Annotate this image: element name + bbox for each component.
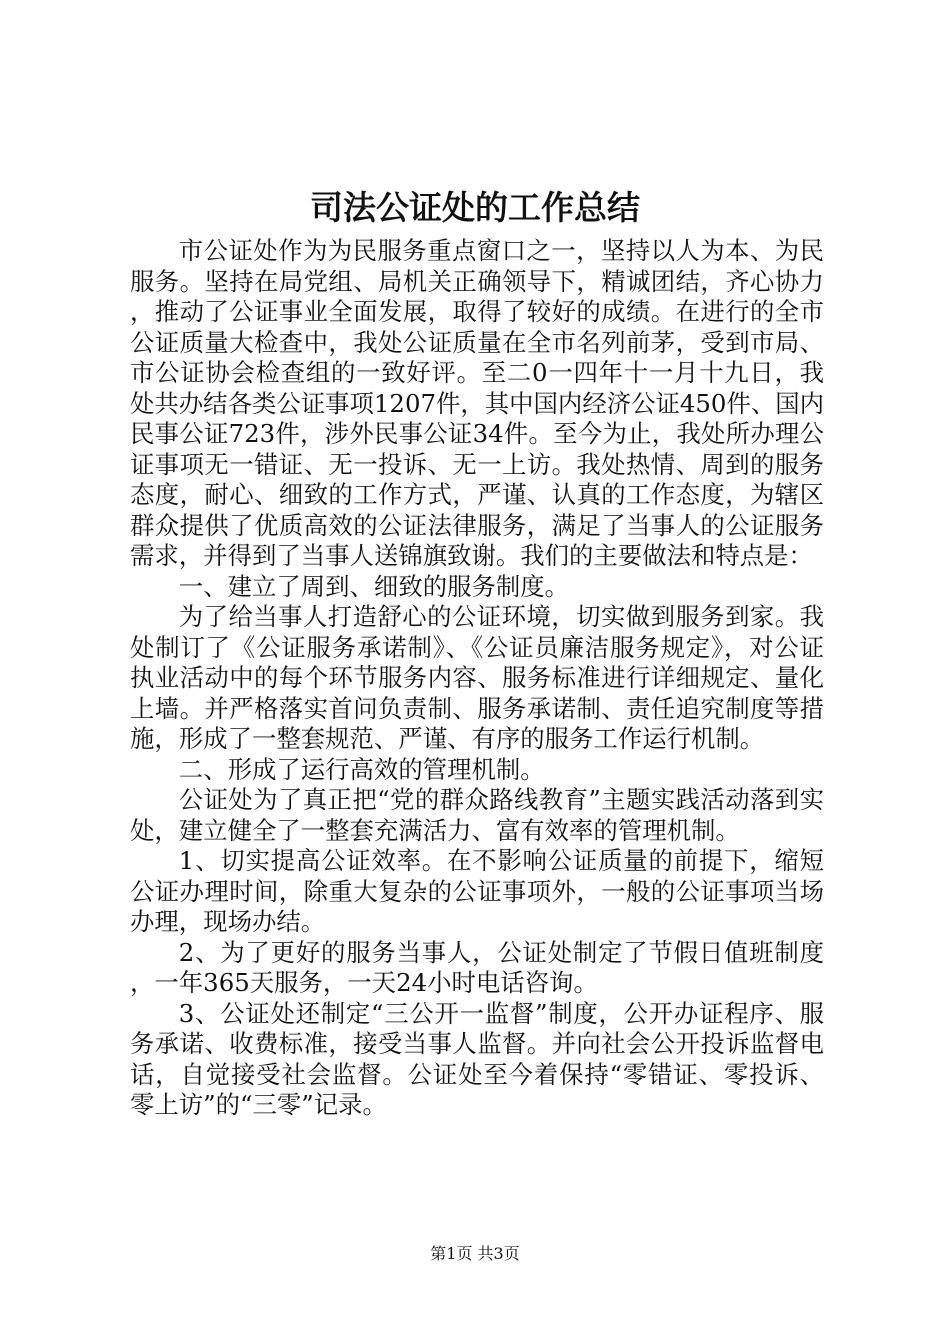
list-item-2: 2、为了更好的服务当事人，公证处制定了节假日值班制度，一年365天服务，一天24小时电话咨询。	[130, 937, 824, 997]
section-heading-1: 一、建立了周到、细致的服务制度。	[178, 571, 570, 601]
list-item-3: 3、公证处还制定“三公开一监督”制度，公开办证程序、服务承诺、收费标准，接受当事人监督。并向社会公开投诉监督电话，自觉接受社会监督。公证处至今着保持“零错证、零投诉、零上访”的“三零”记录。	[130, 998, 824, 1119]
paragraph-management: 公证处为了真正把“党的群众路线教育”主题实践活动落到实处，建立健全了一整套充满活力、富有效率的管理机制。	[130, 785, 824, 845]
page-footer: 第1页 共3页	[430, 1244, 520, 1263]
list-item-1: 1、切实提高公证效率。在不影响公证质量的前提下，缩短公证办理时间，除重大复杂的公证事项外，一般的公证事项当场办理，现场办结。	[130, 846, 824, 936]
document-title: 司法公证处的工作总结	[310, 188, 640, 227]
paragraph-service-system: 为了给当事人打造舒心的公证环境，切实做到服务到家。我处制订了《公证服务承诺制》、《公证员廉洁服务规定》，对公证执业活动中的每个环节服务内容、服务标准进行详细规定、量化上墙。并严格落实首问负责制、服务承诺制、责任追究制度等措施，形成了一整套规范、严谨、有序的服务工作运行机制。	[130, 602, 824, 753]
section-heading-2: 二、形成了运行高效的管理机制。	[178, 754, 545, 784]
document-body	[130, 236, 824, 1121]
paragraph-intro: 市公证处作为为民服务重点窗口之一，坚持以人为本、为民服务。坚持在局党组、局机关正确领导下，精诚团结，齐心协力，推动了公证事业全面发展，取得了较好的成绩。在进行的全市公证质量大检查中，我处公证质量在全市名列前茅，受到市局、市公证协会检查组的一致好评。至二0一四年十一月十九日，我处共办结各类公证事项1207件，其中国内经济公证450件、国内民事公证723件，涉外民事公证34件。至今为止，我处所办理公证事项无一错证、无一投诉、无一上访。我处热情、周到的服务态度，耐心、细致的工作方式，严谨、认真的工作态度，为辖区群众提供了优质高效的公证法律服务，满足了当事人的公证服务需求，并得到了当事人送锦旗致谢。我们的主要做法和特点是：	[130, 236, 825, 570]
